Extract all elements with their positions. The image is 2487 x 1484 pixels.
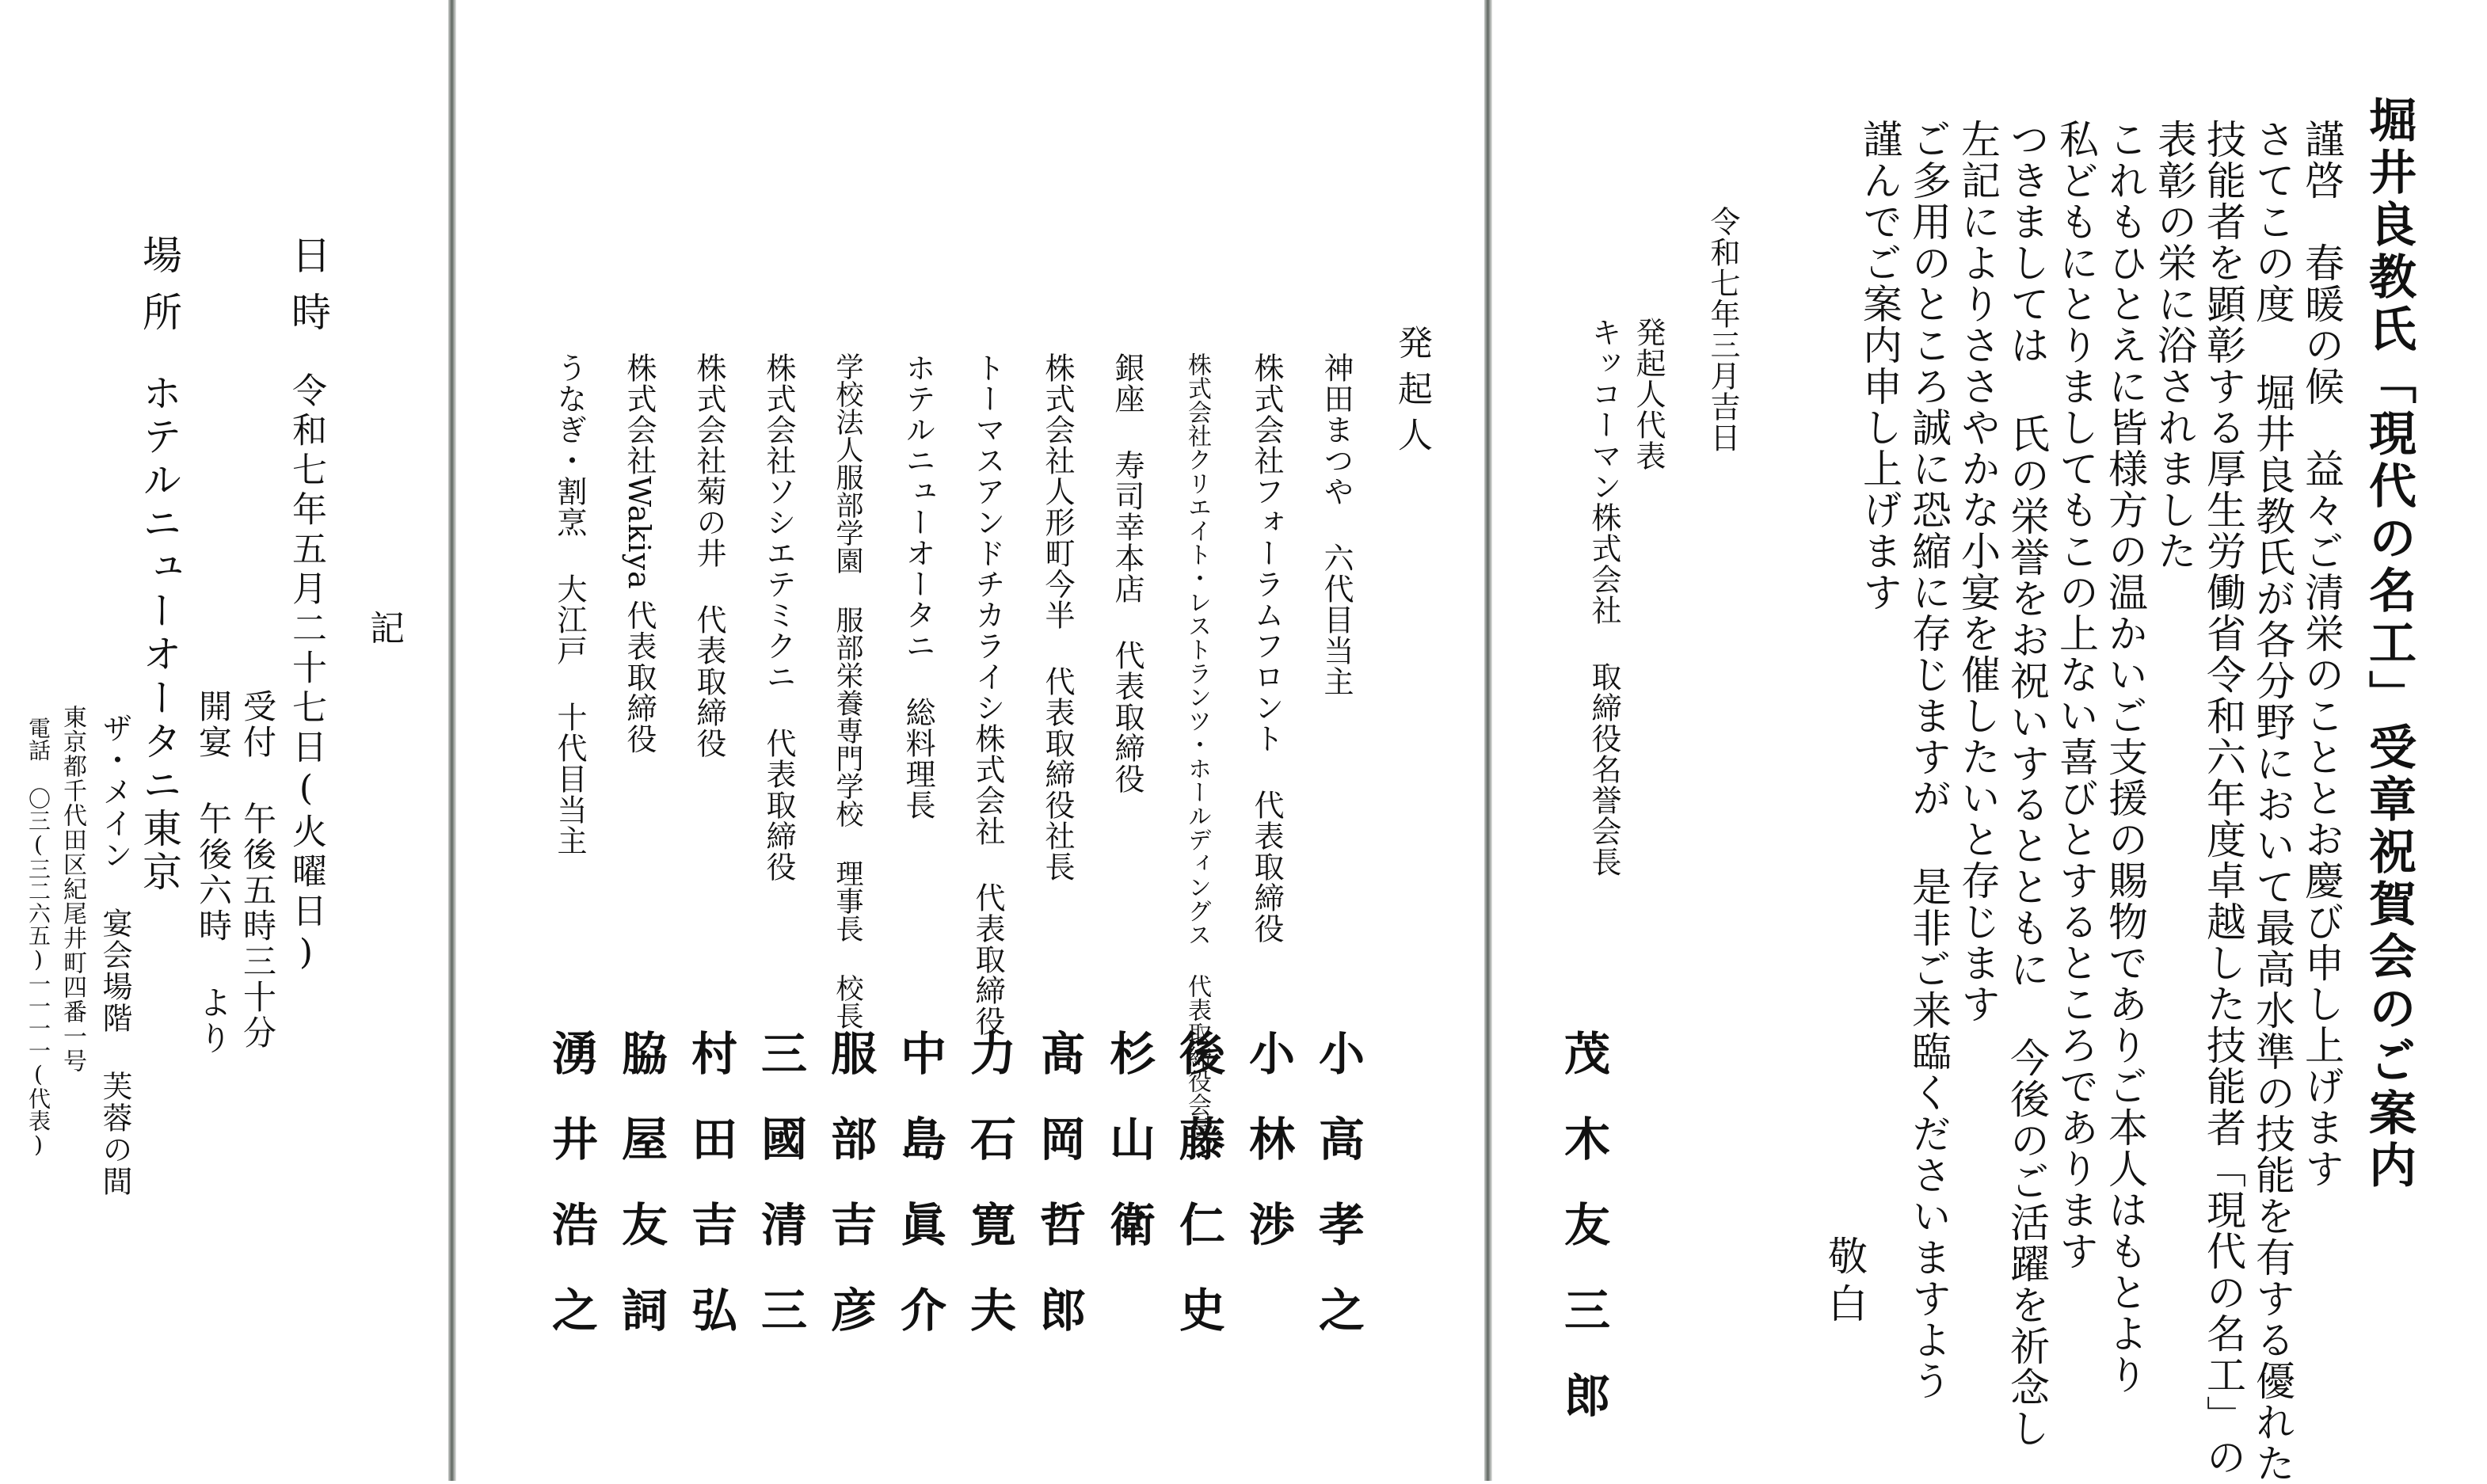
promoter-name: 中島眞介 (893, 1029, 946, 1372)
promoter-name: 小高孝之 (1311, 1029, 1365, 1372)
rep-company: キッコーマン株式会社 取締役名誉会長 (1586, 317, 1621, 877)
promoter-name: 後藤仁史 (1171, 1029, 1225, 1372)
promoter-org: ホテルニューオータニ 総料理長 (901, 352, 935, 820)
party-time: 開宴 午後六時 より (194, 689, 233, 1056)
greeting-line-1: 謹啓 春暖の候 益々ご清栄のこととお慶び申し上げます (2298, 119, 2344, 1189)
greeting-line-2: さてこの度 堀井良教氏が各分野において最高水準の技能を有する優れた (2249, 119, 2295, 1484)
greeting-line-3: 技能者を顕彰する厚生労働省令和六年度卓越した技能者「現代の名工」の (2200, 119, 2246, 1478)
promoter-org: 銀座 寿司幸本店 代表取締役 (1110, 352, 1144, 794)
promoter-org: 株式会社クリエイト・レストランツ・ホールディングス 代表取締役会長 (1183, 352, 1211, 1140)
promoter-name: 力石寛夫 (962, 1029, 1016, 1372)
venue-address: 東京都千代田区紀尾井町四番一号 (59, 705, 86, 1073)
details-panel (0, 0, 444, 1481)
greeting-line-10: 謹んでご案内申し上げます (1857, 119, 1902, 613)
promoter-org: 株式会社Wakiya 代表取締役 (622, 352, 657, 755)
promoter-org: 株式会社フォーラムフロント 代表取締役 (1249, 352, 1284, 944)
promoter-name: 杉山衛 (1102, 1029, 1156, 1286)
promoter-org: 神田まつや 六代目当主 (1319, 352, 1354, 697)
place-value: ホテルニューオータニ東京 (136, 372, 182, 895)
promoter-org: 学校法人服部学園 服部栄養専門学校 理事長 校長 (832, 352, 863, 1029)
promoter-org: 株式会社ソシエテミクニ 代表取締役 (761, 352, 796, 882)
greeting-line-4: 表彰の栄に浴されました (2151, 119, 2197, 572)
greeting-line-8: 左記によりささやかな小宴を催したいと存じます (1955, 119, 2001, 1025)
date-value: 令和七年五月二十七日(火曜日) (286, 372, 326, 977)
promoter-name: 脇屋友詞 (614, 1029, 668, 1372)
promoter-org: 株式会社菊の井 代表取締役 (691, 352, 726, 759)
page-fold-right (1484, 0, 1492, 1481)
promoter-name: 三國清三 (753, 1029, 807, 1372)
date-label: 日時 (285, 234, 331, 348)
greeting-panel (1494, 0, 2487, 1484)
promoter-name: 服部吉彦 (823, 1029, 877, 1372)
closing-keihaku: 敬白 (1822, 1235, 1868, 1330)
promoters-heading: 発起人 (1392, 325, 1432, 462)
place-label: 場所 (136, 234, 182, 348)
rep-name: 茂木友三郎 (1556, 1029, 1610, 1457)
promoter-org: 株式会社人形町今半 代表取締役社長 (1040, 352, 1075, 882)
venue-phone: 電話 〇三(三二六五)一一一一(代表) (25, 717, 51, 1158)
invitation-title: 堀井良教氏「現代の名工」受章祝賀会のご案内 (2361, 95, 2417, 1193)
promoter-org: うなぎ・割烹 大江戸 十代目当主 (552, 352, 587, 856)
greeting-line-9: ご多用のところ誠に恐縮に存じますが 是非ご来臨くださいますよう (1906, 119, 1952, 1402)
promoter-name: 村田吉弘 (684, 1029, 737, 1372)
greeting-line-5: これもひとえに皆様方の温かいご支援の賜物でありご本人はもとより (2102, 119, 2148, 1395)
details-heading: 記 (364, 610, 404, 656)
promoter-name: 髙岡哲郎 (1032, 1029, 1086, 1372)
greeting-line-7: つきましては 氏の栄誉をお祝いするとともに 今後のご活躍を祈念し (2004, 119, 2050, 1449)
venue-name: ザ・メイン 宴会場階 芙蓉の間 (97, 713, 132, 1197)
promoter-name: 湧井浩之 (544, 1029, 598, 1372)
reception-time: 受付 午後五時三十分 (238, 689, 277, 1051)
promoter-org: トーマスアンドチカライシ株式会社 代表取締役 (970, 352, 1005, 1037)
promoters-panel (458, 0, 1480, 1481)
greeting-line-6: 私どもにとりましてもこの上ない喜びとするところであります (2053, 119, 2099, 1272)
letter-date: 令和七年三月吉日 (1705, 206, 1740, 453)
promoter-name: 小林渉 (1241, 1029, 1295, 1286)
rep-label: 発起人代表 (1631, 317, 1666, 471)
page-fold-left (448, 0, 456, 1481)
